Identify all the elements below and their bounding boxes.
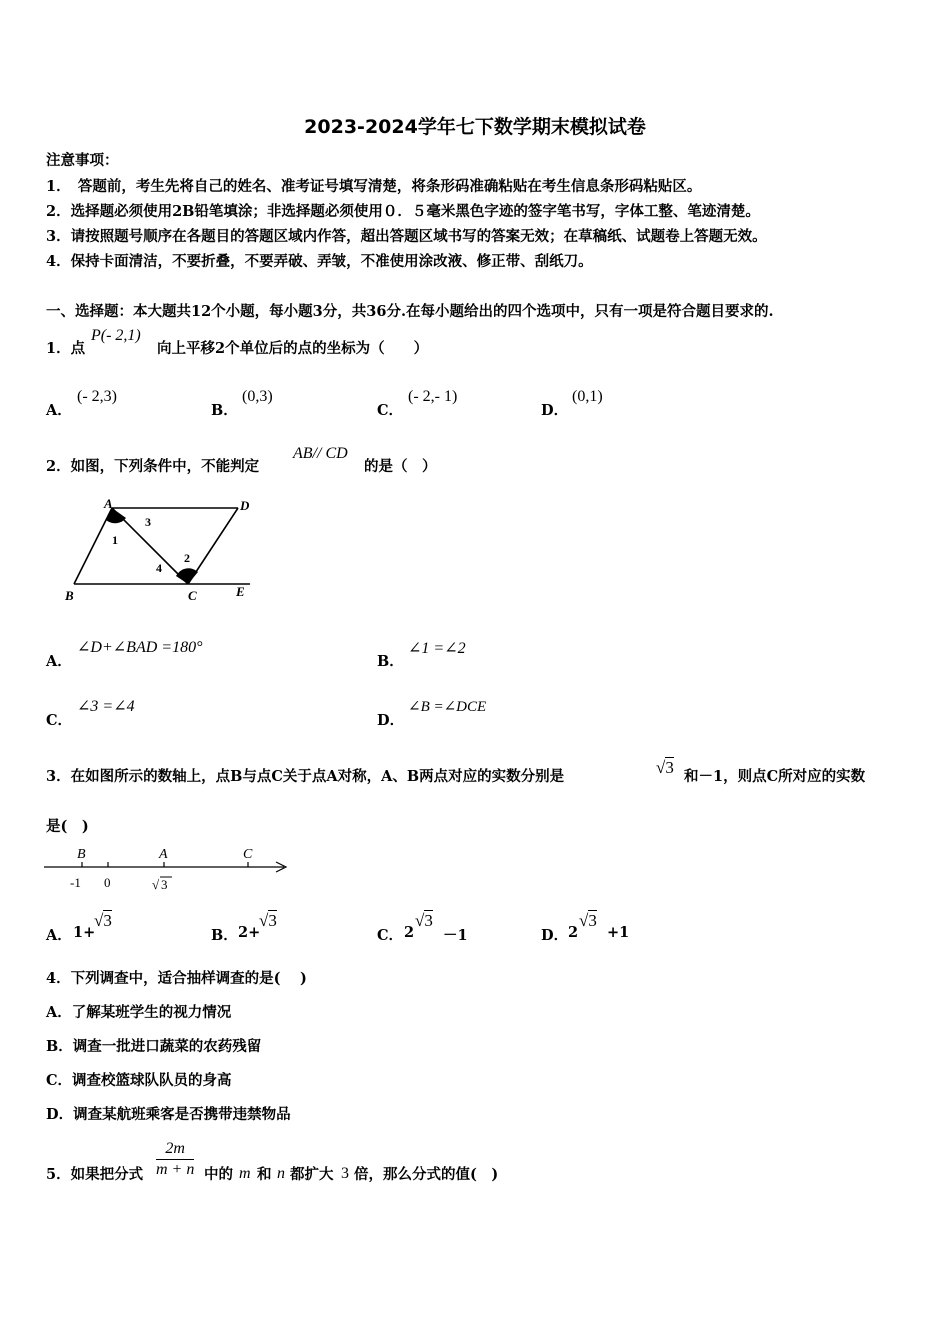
label-b: B [65,588,74,603]
q2-option-b-label: B． [377,653,404,670]
axis-label-a: A [159,847,168,862]
q3-option-d-post: +1 [607,924,630,941]
q2-option-d-value: ∠B =∠DCE [408,699,487,715]
q3-line1-a: 3．在如图所示的数轴上，点B与点C关于点A对称，A、B两点对应的实数分别是 [46,768,565,785]
label-angle-2: 2 [184,551,190,565]
q3-option-b-pre: 2+ [238,924,261,941]
notice-item-3: 3．请按照题号顺序在各题目的答题区域内作答，超出答题区域书写的答案无效；在草稿纸、试题卷上答题无效。 [46,228,767,245]
q4-stem: 4．下列调查中，适合抽样调查的是( ) [46,970,307,987]
q2-suffix: 的是（ ） [364,458,437,475]
notice-item-1: 1． 答题前，考生先将自己的姓名、准考证号填写清楚，将条形码准确粘贴在考生信息条形码粘贴区。 [46,178,702,195]
q2-option-b-value: ∠1 =∠2 [408,640,466,657]
q3-sqrt-radicand: 3 [665,758,674,777]
q3-option-d-sqrt: √3 [579,911,597,930]
notice-heading: 注意事项： [46,152,119,169]
q1-option-c-value: (- 2,- 1) [408,388,458,405]
q2-relation: AB// CD [293,445,348,462]
q5-suffix: 倍，那么分式的值( ) [354,1166,499,1183]
axis-sqrt-radicand: 3 [161,877,168,892]
axis-num-neg1: -1 [70,875,81,890]
q3-number-line [40,843,292,895]
q3-option-b-label: B． [211,927,238,944]
label-c: C [188,588,197,603]
q1-point: P(- 2,1) [91,327,141,344]
q5-factor: 3 [341,1165,349,1182]
q5-fraction-numerator: 2m [156,1139,194,1160]
q3-option-a-label: A． [46,927,72,944]
q1-option-b-label: B． [211,402,238,419]
q5-fraction-denominator: m + n [156,1161,195,1178]
q2-option-d-label: D． [377,712,405,729]
q2-prefix: 2．如图，下列条件中，不能判定 [46,458,260,475]
q5-mid3: 都扩大 [290,1166,334,1183]
label-e: E [236,584,245,599]
q3-option-b-radicand: 3 [268,911,277,930]
q4-option-c: C．调查校篮球队队员的身高 [46,1072,232,1089]
q2-option-c-value: ∠3 =∠4 [77,698,135,715]
q3-option-c-pre: 2 [404,924,415,941]
section-heading: 一、选择题：本大题共12个小题，每小题3分，共36分.在每小题给出的四个选项中，只有一项是符合题目要求的. [46,303,774,320]
q4-option-a: A．了解某班学生的视力情况 [46,1004,232,1021]
q1-prefix: 1．点 [46,340,86,357]
q1-option-d-value: (0,1) [572,388,603,405]
q3-option-b-sqrt: √3 [259,911,277,930]
q3-option-d-pre: 2 [568,924,579,941]
q1-option-c-label: C． [377,402,404,419]
axis-label-b: B [77,847,86,862]
label-a: A [104,496,113,511]
q4-option-b: B．调查一批进口蔬菜的农药残留 [46,1038,262,1055]
q3-option-c-label: C． [377,927,404,944]
q3-line1-b: 和－1，则点C所对应的实数 [684,768,866,785]
q3-option-c-radicand: 3 [424,911,433,930]
page-title: 2023-2024学年七下数学期末模拟试卷 [304,116,646,138]
q1-option-a-value: (- 2,3) [77,388,117,405]
q3-option-d-label: D． [541,927,569,944]
label-angle-4: 4 [156,561,162,575]
q2-figure [60,496,260,606]
label-angle-3: 3 [145,515,151,529]
label-angle-1: 1 [112,533,118,547]
q3-option-d-radicand: 3 [588,911,597,930]
q4-option-d: D．调查某航班乘客是否携带违禁物品 [46,1106,291,1123]
q5-fraction [156,1139,194,1180]
label-d: D [240,498,250,513]
notice-item-2: 2．选择题必须使用2B铅笔填涂；非选择题必须使用０．５毫米黑色字迹的签字笔书写，字体工整、笔迹清楚。 [46,203,760,220]
notice-item-4: 4．保持卡面清洁，不要折叠，不要弄破、弄皱，不准使用涂改液、修正带、刮纸刀。 [46,253,593,270]
q2-option-a-value: ∠D+∠BAD =180° [77,639,203,656]
q3-line2: 是( ) [46,818,89,835]
q2-option-c-label: C． [46,712,73,729]
q3-option-a-sqrt: √3 [94,911,112,930]
axis-num-0: 0 [104,875,111,890]
q1-option-a-label: A． [46,402,72,419]
angle-mark-c [176,568,198,584]
q3-option-a-pre: 1+ [73,924,96,941]
axis-sqrt-sign: √ [152,877,160,892]
q2-option-a-label: A． [46,653,72,670]
q1-suffix: 向上平移2个单位后的点的坐标为（ ） [157,340,429,357]
q3-option-c-post: －1 [443,927,468,944]
q5-mid1: 中的 [204,1166,233,1183]
q5-var-n: n [277,1165,285,1182]
q1-option-b-value: (0,3) [242,388,273,405]
q3-option-a-radicand: 3 [103,911,112,930]
q1-option-d-label: D． [541,402,569,419]
q3-option-c-sqrt: √3 [415,911,433,930]
q5-mid2: 和 [257,1166,272,1183]
q5-prefix: 5．如果把分式 [46,1166,144,1183]
q3-sqrt: √3 [656,758,674,777]
q5-var-m: m [239,1165,251,1182]
axis-label-c: C [243,847,253,862]
